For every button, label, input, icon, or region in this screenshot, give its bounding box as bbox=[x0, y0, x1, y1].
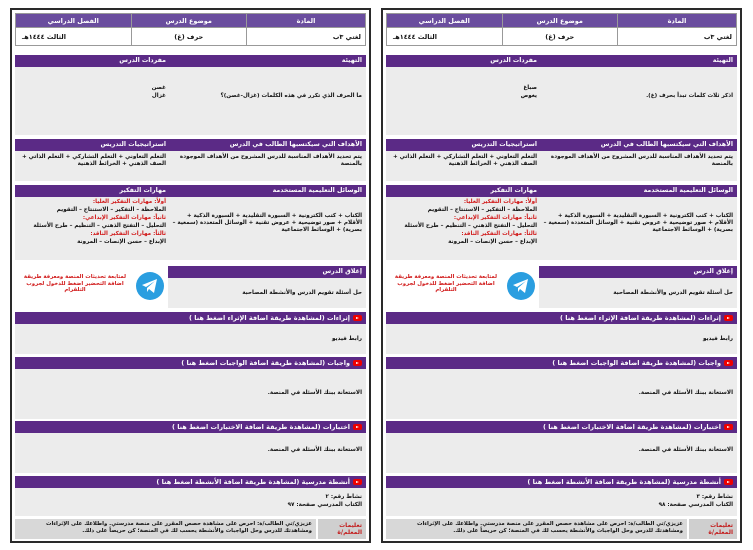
closing-title: إغلاق الدرس bbox=[168, 266, 366, 278]
vocab-line-1: صباغ bbox=[523, 85, 537, 91]
telegram-icon[interactable] bbox=[507, 272, 535, 300]
term-header: الفصل الدراسي bbox=[387, 14, 503, 28]
vocab-box bbox=[386, 55, 541, 135]
vocab-line-2: غزال bbox=[151, 93, 166, 99]
youtube-icon[interactable] bbox=[724, 360, 733, 366]
activities-box bbox=[386, 488, 737, 516]
lesson-plan-page bbox=[381, 8, 742, 543]
tests-text: الاستعانة ببنك الأسئلة في المنصة. bbox=[267, 447, 362, 453]
tools-title: الوسائل التعليمية المستخدمة bbox=[168, 185, 366, 197]
subject-header: المادة bbox=[618, 14, 737, 28]
skills-box bbox=[386, 185, 541, 260]
tools-box bbox=[168, 185, 366, 260]
skills-title: مهارات التفكير bbox=[386, 185, 541, 197]
closing-text: حل أسئلة تقويم الدرس والأنشطة المصاحبة bbox=[242, 290, 362, 296]
topic-header: موضوع الدرس bbox=[502, 14, 618, 28]
strategies-text: التعلم التعاوني + التعلم التشاركي + التعلم الذاتي + الصف الذهني + الخرائط الذهنية bbox=[22, 154, 166, 167]
skills-box bbox=[15, 185, 170, 260]
homework-title[interactable] bbox=[386, 357, 737, 369]
activities-box bbox=[15, 488, 366, 516]
tests-title[interactable] bbox=[386, 421, 737, 433]
closing-box bbox=[539, 266, 737, 308]
youtube-icon[interactable] bbox=[724, 424, 733, 430]
tools-title: الوسائل التعليمية المستخدمة bbox=[539, 185, 737, 197]
youtube-icon[interactable] bbox=[353, 315, 362, 321]
activity-number: نشاط رقم: ٣ bbox=[696, 494, 733, 500]
topic-value: حرف (غ) bbox=[131, 28, 247, 46]
enrich-title[interactable] bbox=[386, 312, 737, 324]
tools-text: الكتاب + كتب الكترونية + السبورة التقليدية + السبورة الذكية + الأقلام + صور توضيحية + عروض تقنية + الوسائل المتعددة (سمعية – بصرية) + الوسائط الاجتماعية bbox=[543, 213, 733, 233]
skills-line-5: ثالثاً: مهارات التفكير الناقد: bbox=[461, 231, 537, 237]
intro-text: ما الحرف الذي تكرر في هذه الكلمات (غزال-غصن)؟ bbox=[220, 93, 362, 99]
vocab-line-1: غصن bbox=[151, 85, 166, 91]
tests-box bbox=[15, 433, 366, 473]
skills-line-3: ثانياً: مهارات التفكير الإبداعي: bbox=[453, 215, 537, 221]
notes-text: عزيزي/تي الطالب/ة: احرص على مشاهدة حصص المقرر على منصة مدرستي. واطلاعك على الإثراءات ومشاهدتك للدرس وحل الواجبات والأنشطة يحسب لك في المنصة؛ كن حريصاً على ذلك. bbox=[386, 519, 687, 539]
goals-text: يتم تحديد الأهداف المناسبة للدرس المشروح من الأهداف الموجودة بالمنصة bbox=[550, 154, 733, 167]
activities-title-label: أنشطة مدرسية (لمشاهدة طريقة اضافة الأنشطة اضغط هنا ) bbox=[156, 478, 350, 486]
subject-header: المادة bbox=[247, 14, 366, 28]
tests-title-label: اختبارات (لمشاهدة طريقة اضافة الاختبارات اضغط هنا ) bbox=[542, 423, 721, 431]
intro-box bbox=[168, 55, 366, 135]
skills-line-2: الملاحظة – التفكير – الاستنتاج – التقويم bbox=[56, 207, 166, 213]
youtube-icon[interactable] bbox=[724, 315, 733, 321]
tools-box bbox=[539, 185, 737, 260]
homework-box bbox=[386, 369, 737, 419]
skills-line-4: التحليل – التفتح الذهني – التنظيم – طرح الأسئلة bbox=[404, 223, 537, 229]
term-value: الثالث ١٤٤٤هـ bbox=[387, 28, 503, 46]
telegram-promo-text[interactable]: لمتابعة تحديثات المنصة ومعرفة طريقة اضافة التحضير اضغط للدخول لجروب التلقرام bbox=[394, 274, 498, 293]
skills-line-1: أولاً: مهارات التفكير العليا: bbox=[463, 199, 537, 205]
youtube-icon[interactable] bbox=[353, 479, 362, 485]
telegram-promo-text[interactable]: لمتابعة تحديثات المنصة ومعرفة طريقة اضافة التحضير اضغط للدخول لجروب التلقرام bbox=[23, 274, 127, 293]
term-header: الفصل الدراسي bbox=[16, 14, 132, 28]
vocab-title: مفردات الدرس bbox=[386, 55, 541, 67]
strategies-box bbox=[15, 139, 170, 181]
enrich-title-label: إثراءات (لمشاهدة طريقة اضافة الإثراء اضغط هنا ) bbox=[189, 314, 350, 322]
enrich-box bbox=[15, 324, 366, 354]
term-value: الثالث ١٤٤٤هـ bbox=[16, 28, 132, 46]
closing-text: حل أسئلة تقويم الدرس والأنشطة المصاحبة bbox=[613, 290, 733, 296]
skills-line-3: ثانياً: مهارات التفكير الإبداعي: bbox=[82, 215, 166, 221]
intro-text: اذكر ثلاث كلمات تبدأ بحرف (غ). bbox=[646, 93, 733, 99]
youtube-icon[interactable] bbox=[353, 424, 362, 430]
vocab-title: مفردات الدرس bbox=[15, 55, 170, 67]
activity-page: الكتاب المدرسي صفحة: ٩٧ bbox=[287, 502, 362, 508]
intro-box bbox=[539, 55, 737, 135]
skills-line-1: أولاً: مهارات التفكير العليا: bbox=[92, 199, 166, 205]
tools-text: الكتاب + كتب الكترونية + السبورة التقليدية + السبورة الذكية + الأقلام + صور توضيحية + عروض تقنية + الوسائل المتعددة (سمعية – بصرية) + الوسائط الاجتماعية bbox=[172, 213, 362, 233]
intro-title: التهيئة bbox=[168, 55, 366, 67]
notes-text: عزيزي/تي الطالب/ة: احرص على مشاهدة حصص المقرر على منصة مدرستي. واطلاعك على الإثراءات ومشاهدتك للدرس وحل الواجبات والأنشطة يحسب لك في المنصة؛ كن حريصاً على ذلك. bbox=[15, 519, 316, 539]
topic-header: موضوع الدرس bbox=[131, 14, 247, 28]
topic-value: حرف (غ) bbox=[502, 28, 618, 46]
strategies-box bbox=[386, 139, 541, 181]
goals-title: الأهداف التي سيكتسبها الطالب في الدرس bbox=[168, 139, 366, 151]
skills-line-5: ثالثاً: مهارات التفكير الناقد: bbox=[90, 231, 166, 237]
skills-line-6: الإبداع – حسن الإنصات – المرونة bbox=[77, 239, 166, 245]
activities-title-label: أنشطة مدرسية (لمشاهدة طريقة اضافة الأنشطة اضغط هنا ) bbox=[527, 478, 721, 486]
skills-line-4: التحليل – التفتح الذهني – التنظيم – طرح الأسئلة bbox=[33, 223, 166, 229]
notes-label: تعليمات المعلم/ة bbox=[318, 519, 366, 539]
tests-text: الاستعانة ببنك الأسئلة في المنصة. bbox=[638, 447, 733, 453]
strategies-text: التعلم التعاوني + التعلم التشاركي + التعلم الذاتي + الصف الذهني + الخرائط الذهنية bbox=[393, 154, 537, 167]
homework-text: الاستعانة ببنك الأسئلة في المنصة. bbox=[267, 390, 362, 396]
activity-page: الكتاب المدرسي صفحة: ٩٨ bbox=[658, 502, 733, 508]
activities-title[interactable] bbox=[15, 476, 366, 488]
intro-title: التهيئة bbox=[539, 55, 737, 67]
youtube-icon[interactable] bbox=[724, 479, 733, 485]
skills-line-2: الملاحظة – التفكير – الاستنتاج – التقويم bbox=[427, 207, 537, 213]
enrich-title[interactable] bbox=[15, 312, 366, 324]
closing-box bbox=[168, 266, 366, 308]
activity-number: نشاط رقم: ٢ bbox=[325, 494, 362, 500]
notes-label: تعليمات المعلم/ة bbox=[689, 519, 737, 539]
header-table bbox=[15, 13, 366, 46]
tests-box bbox=[386, 433, 737, 473]
homework-box bbox=[15, 369, 366, 419]
goals-box bbox=[539, 139, 737, 181]
homework-title-label: واجبات (لمشاهدة طريقة اضافة الواجبات اضغط هنا ) bbox=[181, 359, 350, 367]
homework-title[interactable] bbox=[15, 357, 366, 369]
strategies-title: استراتيجيات التدريس bbox=[386, 139, 541, 151]
enrich-title-label: إثراءات (لمشاهدة طريقة اضافة الإثراء اضغط هنا ) bbox=[560, 314, 721, 322]
vocab-box bbox=[15, 55, 170, 135]
enrich-text[interactable]: رابط فيديو bbox=[703, 336, 733, 342]
homework-title-label: واجبات (لمشاهدة طريقة اضافة الواجبات اضغط هنا ) bbox=[552, 359, 721, 367]
homework-text: الاستعانة ببنك الأسئلة في المنصة. bbox=[638, 390, 733, 396]
strategies-title: استراتيجيات التدريس bbox=[15, 139, 170, 151]
telegram-icon[interactable] bbox=[136, 272, 164, 300]
tests-title-label: اختبارات (لمشاهدة طريقة اضافة الاختبارات اضغط هنا ) bbox=[171, 423, 350, 431]
tests-title[interactable] bbox=[15, 421, 366, 433]
goals-box bbox=[168, 139, 366, 181]
subject-value: لغتي ٣ب bbox=[618, 28, 737, 46]
lesson-plan-page bbox=[10, 8, 371, 543]
enrich-text[interactable]: رابط فيديو bbox=[332, 336, 362, 342]
enrich-box bbox=[386, 324, 737, 354]
subject-value: لغتي ٣ب bbox=[247, 28, 366, 46]
goals-text: يتم تحديد الأهداف المناسبة للدرس المشروح من الأهداف الموجودة بالمنصة bbox=[179, 154, 362, 167]
skills-line-6: الإبداع – حسن الإنصات – المرونة bbox=[448, 239, 537, 245]
goals-title: الأهداف التي سيكتسبها الطالب في الدرس bbox=[539, 139, 737, 151]
header-table bbox=[386, 13, 737, 46]
skills-title: مهارات التفكير bbox=[15, 185, 170, 197]
vocab-line-2: يغوص bbox=[520, 93, 537, 99]
activities-title[interactable] bbox=[386, 476, 737, 488]
youtube-icon[interactable] bbox=[353, 360, 362, 366]
closing-title: إغلاق الدرس bbox=[539, 266, 737, 278]
